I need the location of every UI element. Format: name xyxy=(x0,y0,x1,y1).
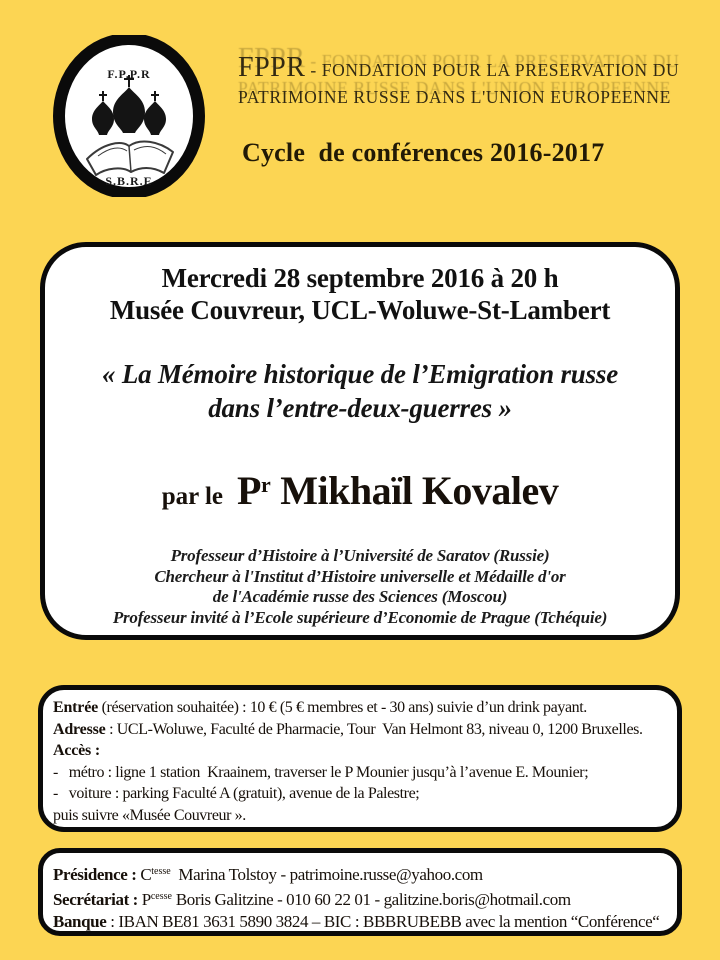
practical-info-card xyxy=(38,685,682,832)
presidence-line: Présidence : $C^{tesse}$ Marina Tolstoy - patrimoine.russe@yahoo.com xyxy=(53,865,483,884)
speaker-line xyxy=(45,467,675,514)
adresse-label: Adresse xyxy=(53,720,106,738)
acces-label: Accès : xyxy=(53,742,101,759)
secretariat-line: Secrétariat : $P^{cesse}$ Boris Galitzine - 010 60 22 01 - galitzine.boris@hotmail.com xyxy=(53,890,571,909)
speaker-bio xyxy=(45,546,675,628)
banque-line xyxy=(53,911,671,933)
secretariat-label: Secrétariat : xyxy=(53,890,142,909)
bio-line: Chercheur à l'Institut d’Histoire universelle et Médaille d'or xyxy=(154,566,566,586)
speaker-intro: par le xyxy=(161,483,224,510)
practical-info-content xyxy=(43,690,677,826)
adresse-line: Adresse : UCL-Woluwe, Faculté de Pharmacie, Tour Van Helmont 83, niveau 0, 1200 Bruxelles. xyxy=(53,720,643,738)
contacts-content xyxy=(43,853,677,933)
bio-line: Professeur d’Histoire à l’Université de Saratov (Russie) xyxy=(170,546,550,565)
fppr-logo xyxy=(53,35,205,197)
secretariat-contact: Boris Galitzine - 010 60 22 01 - galitzine.boris@hotmail.com xyxy=(171,890,571,909)
suivre-line: puis suivre «Musée Couvreur ». xyxy=(53,806,246,824)
entree-label: Entrée xyxy=(53,699,99,716)
contacts-card xyxy=(38,848,682,936)
logo-bottom-text: S.B.R.E xyxy=(105,174,153,188)
logo-top-text: F.P.P.R xyxy=(107,67,151,81)
org-name-line2 xyxy=(238,87,708,108)
acces-line xyxy=(53,740,671,762)
event-card xyxy=(40,242,680,640)
banque-label: Banque xyxy=(53,912,107,931)
org-name-line1 xyxy=(238,52,708,84)
org-title xyxy=(238,52,708,108)
bio-line: de l'Académie russe des Sciences (Moscou) xyxy=(212,587,508,606)
lecture-title-line1: « La Mémoire historique de l’Emigration russe xyxy=(101,359,619,389)
org-name-rest2: PATRIMOINE RUSSE DANS L'UNION EUROPEENNE xyxy=(238,87,671,107)
metro-line: - métro : ligne 1 station Kraainem, traverser le P Mounier jusqu’à l’avenue E. Mounier; xyxy=(53,763,589,781)
org-acronym: FPPR xyxy=(238,52,306,83)
lecture-title-line2: dans l’entre-deux-guerres » xyxy=(208,393,512,423)
event-datetime: Mercredi 28 septembre 2016 à 20 h xyxy=(161,263,559,293)
entree-line: Entrée (réservation souhaitée) : 10 € (5 € membres et - 30 ans) suivie d’un drink payant. xyxy=(53,699,587,716)
speaker-honorific: $P^r$ xyxy=(237,468,271,513)
voiture-line: - voiture : parking Faculté A (gratuit), avenue de la Palestre; xyxy=(53,785,420,802)
speaker-name: Mikhaïl Kovalev xyxy=(280,468,559,513)
bio-line: Professeur invité à l’Ecole supérieure d’Economie de Prague (Tchéquie) xyxy=(112,607,608,627)
event-venue: Musée Couvreur, UCL-Woluwe-St-Lambert xyxy=(109,295,611,325)
fppr-logo-emblem xyxy=(53,35,205,197)
series-title: Cycle de conférences 2016-2017 xyxy=(242,138,605,167)
org-name-rest1: - FONDATION POUR LA PRESERVATION DU xyxy=(305,60,680,80)
banque-details: : IBAN BE81 3631 5890 3824 – BIC : BBBRUBEBB avec la mention “Conférence“ xyxy=(106,912,660,931)
presidence-label: Présidence : xyxy=(53,865,141,884)
presidence-contact: Marina Tolstoy - patrimoine.russe@yahoo.com xyxy=(170,865,483,884)
